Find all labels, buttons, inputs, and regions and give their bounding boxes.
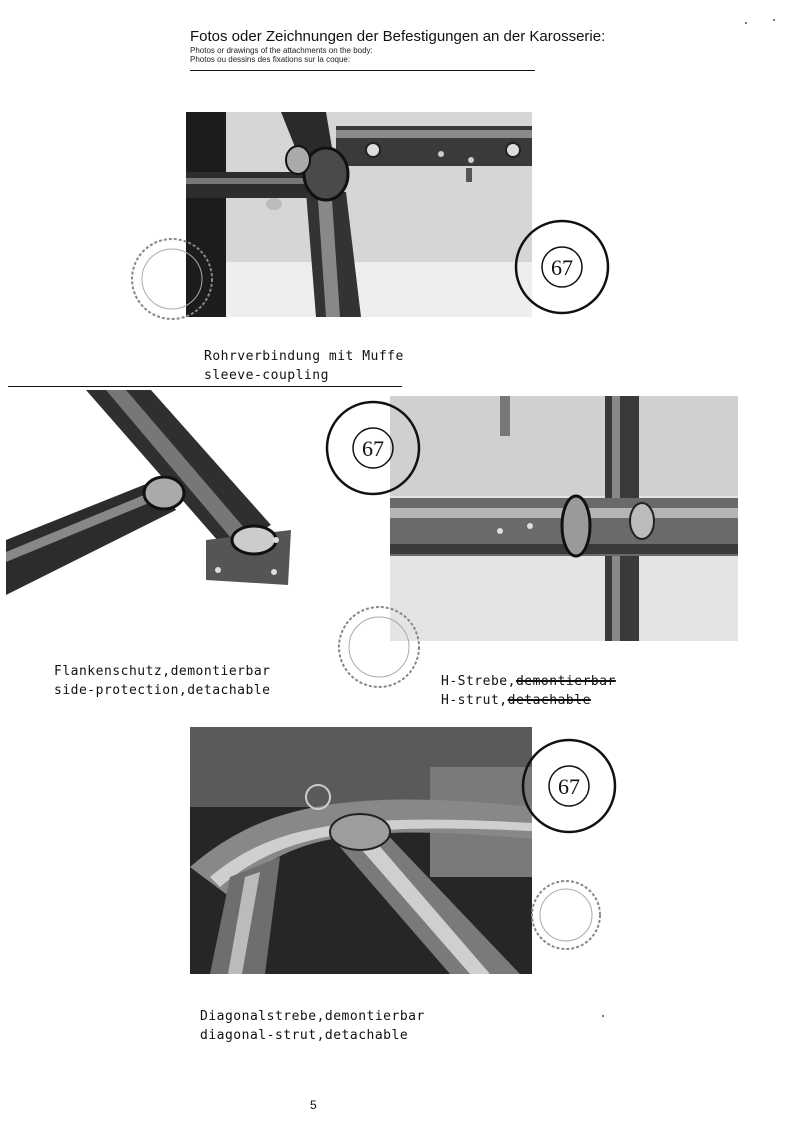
stamp-number: 67 <box>551 255 573 280</box>
caption-english: sleeve-coupling <box>204 368 329 383</box>
caption-german-struck: demontierbar <box>515 674 616 689</box>
page-number: 5 <box>310 1098 317 1112</box>
section-divider <box>8 386 402 387</box>
inspector-stamp <box>514 736 624 836</box>
caption-side-protection <box>54 662 271 700</box>
caption-diagonal-strut <box>200 1007 425 1045</box>
scan-speck <box>773 19 775 21</box>
caption-german: Flankenschutz,demontierbar <box>54 664 271 679</box>
caption-german: Diagonalstrebe,demontierbar <box>200 1009 425 1024</box>
page-title: Fotos oder Zeichnungen der Befestigungen an der Karosserie: <box>190 28 606 45</box>
stamp-number: 67 <box>362 436 384 461</box>
stamp-number: 67 <box>558 774 580 799</box>
caption-english: H-strut, <box>441 693 508 708</box>
diagonal-strut-photo <box>190 727 532 974</box>
caption-german: H-Strebe, <box>441 674 516 689</box>
caption-english: diagonal-strut,detachable <box>200 1028 409 1043</box>
header-divider <box>190 70 535 71</box>
ons-seal <box>334 604 424 690</box>
caption-english: side-protection,detachable <box>54 683 271 698</box>
caption-english-struck: detachable <box>507 693 591 708</box>
inspector-stamp <box>318 398 428 498</box>
ons-seal <box>528 872 602 958</box>
caption-german: Rohrverbindung mit Muffe <box>204 349 404 364</box>
scan-speck <box>602 1015 604 1017</box>
caption-h-strut <box>441 672 616 710</box>
scan-speck <box>745 22 747 24</box>
inspector-stamp <box>507 217 617 317</box>
subtitle-english: Photos or drawings of the attachments on the body: <box>190 46 373 55</box>
side-protection-photo <box>6 390 298 605</box>
sleeve-coupling-photo <box>186 112 532 317</box>
subtitle-french: Photos ou dessins des fixations sur la coque: <box>190 55 351 64</box>
h-strut-photo <box>390 396 738 641</box>
ons-seal <box>126 236 218 322</box>
caption-sleeve-coupling <box>204 347 404 385</box>
